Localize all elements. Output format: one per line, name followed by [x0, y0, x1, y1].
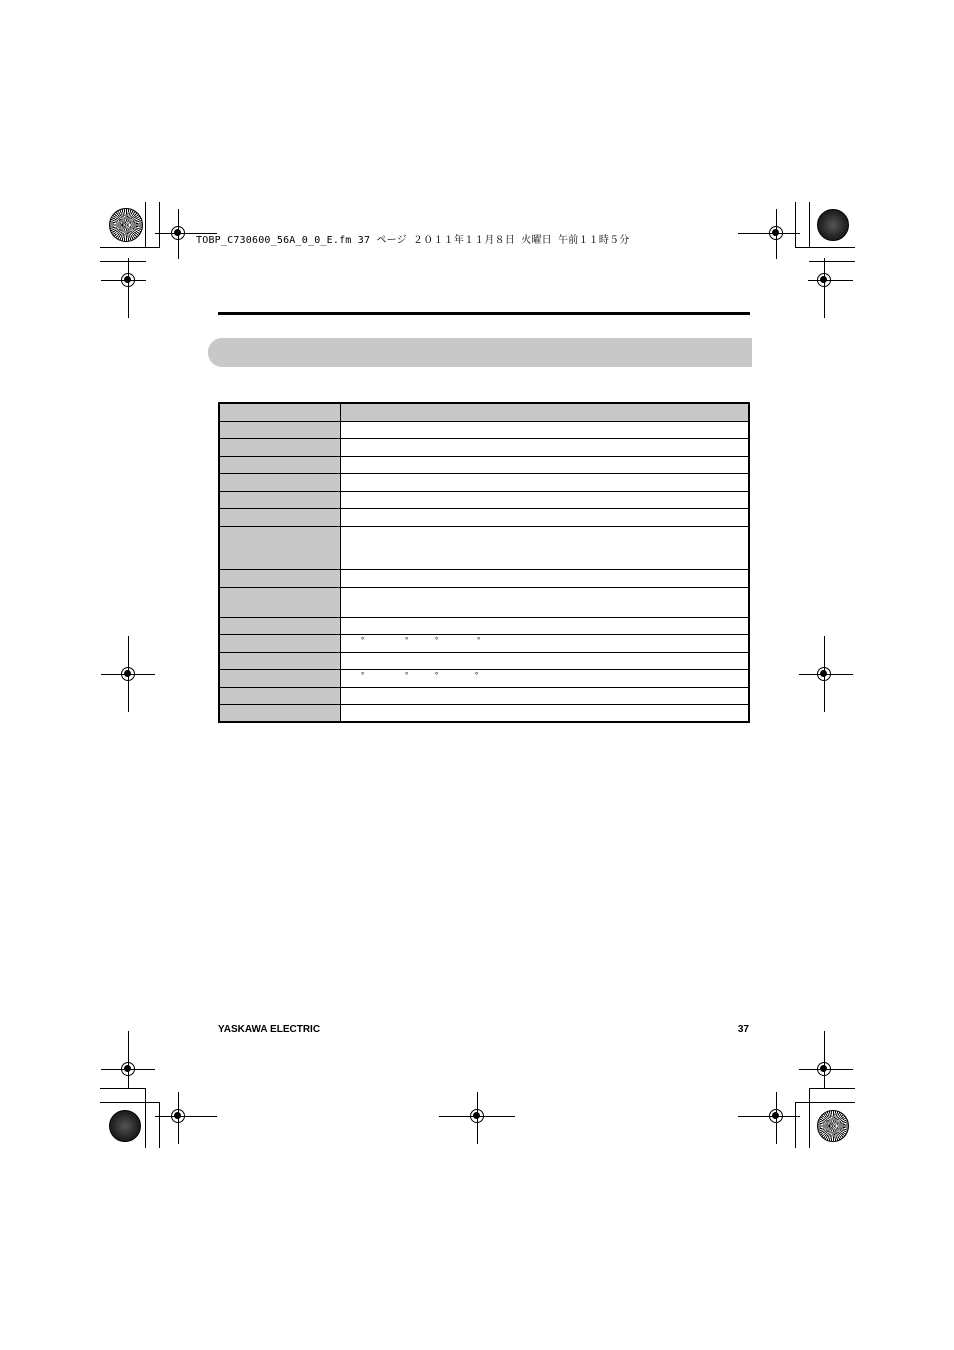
degree-mark: °: [435, 635, 439, 645]
registration-target-icon: [817, 273, 831, 287]
sunburst-icon: [817, 1110, 849, 1142]
row-value: [341, 526, 750, 569]
section-title-bar: [208, 338, 752, 367]
table-row: [219, 456, 749, 473]
crop-line: [100, 247, 160, 248]
table-row: [219, 652, 749, 669]
row-label: [219, 456, 341, 473]
degree-mark: °: [361, 670, 365, 680]
crop-line: [824, 258, 825, 318]
table-row: [219, 438, 749, 456]
row-value: [341, 491, 750, 508]
table-row: [219, 687, 749, 704]
row-value: [341, 508, 750, 526]
table-row: [219, 526, 749, 569]
crop-line: [795, 1102, 855, 1103]
row-value-degrees: [341, 634, 750, 652]
table-row: [219, 587, 749, 617]
registration-target-icon: [817, 1062, 831, 1076]
row-value: [341, 473, 750, 491]
row-value-degrees: [341, 669, 750, 687]
crop-line: [809, 1088, 810, 1148]
row-value: [341, 569, 750, 587]
crop-line: [795, 247, 855, 248]
row-value: [341, 421, 750, 438]
crop-line: [809, 202, 810, 248]
crop-line: [824, 1031, 825, 1089]
crop-line: [809, 261, 855, 262]
table-row: [219, 669, 749, 687]
table-row: [219, 491, 749, 508]
top-rule: [218, 312, 750, 315]
crop-line: [155, 1116, 217, 1117]
row-value: [341, 587, 750, 617]
row-label: [219, 473, 341, 491]
crop-line: [809, 1088, 855, 1089]
row-label: [219, 526, 341, 569]
row-label: [219, 652, 341, 669]
dark-circle-icon: [109, 1110, 141, 1142]
registration-target-icon: [121, 1062, 135, 1076]
table-row: [219, 617, 749, 634]
row-label: [219, 438, 341, 456]
file-stamp: TOBP_C730600_56A_0_0_E.fm 37 ページ ２０１１年１１月８日 火曜日 午前１１時５分: [196, 235, 630, 246]
row-label: [219, 587, 341, 617]
row-label: [219, 569, 341, 587]
dark-circle-icon: [817, 209, 849, 241]
crop-line: [100, 1088, 146, 1089]
crop-line: [159, 1102, 160, 1148]
table-row: [219, 569, 749, 587]
row-label: [219, 617, 341, 634]
degree-mark: °: [435, 670, 439, 680]
footer-page-number: 37: [737, 1024, 749, 1035]
row-value: [341, 617, 750, 634]
row-label: [219, 491, 341, 508]
crop-line: [145, 202, 146, 248]
degree-mark: °: [405, 635, 409, 645]
row-label: [219, 421, 341, 438]
table-row: [219, 508, 749, 526]
crop-line: [159, 202, 160, 248]
registration-target-icon: [817, 667, 831, 681]
row-value: [341, 456, 750, 473]
crop-line: [128, 1031, 129, 1089]
degree-mark: °: [477, 635, 481, 645]
row-label: [219, 687, 341, 704]
table-row: [219, 421, 749, 438]
crop-line: [795, 202, 796, 248]
table-row: [219, 634, 749, 652]
degree-mark: °: [361, 635, 365, 645]
crop-line: [155, 233, 217, 234]
row-label: [219, 634, 341, 652]
crop-line: [100, 261, 146, 262]
table-row: [219, 473, 749, 491]
crop-line: [145, 1088, 146, 1148]
crop-line: [795, 1102, 796, 1148]
table-header-row: [219, 403, 749, 421]
row-value: [341, 652, 750, 669]
footer-company: YASKAWA ELECTRIC: [218, 1024, 321, 1035]
registration-target-icon: [769, 226, 783, 240]
row-label: [219, 704, 341, 722]
registration-target-icon: [470, 1109, 484, 1123]
row-label: [219, 508, 341, 526]
row-value: [341, 704, 750, 722]
registration-target-icon: [171, 1109, 185, 1123]
degree-mark: °: [405, 670, 409, 680]
registration-target-icon: [121, 667, 135, 681]
header-cell-spec: [341, 403, 750, 421]
row-value: [341, 438, 750, 456]
registration-target-icon: [121, 273, 135, 287]
registration-target-icon: [769, 1109, 783, 1123]
registration-target-icon: [171, 226, 185, 240]
row-value: [341, 687, 750, 704]
crop-line: [100, 1102, 160, 1103]
crop-line: [128, 258, 129, 318]
sunburst-icon: [109, 208, 143, 242]
table-row: [219, 704, 749, 722]
spec-table: [218, 402, 750, 723]
row-label: [219, 669, 341, 687]
degree-mark: °: [475, 670, 479, 680]
header-cell-item: [219, 403, 341, 421]
